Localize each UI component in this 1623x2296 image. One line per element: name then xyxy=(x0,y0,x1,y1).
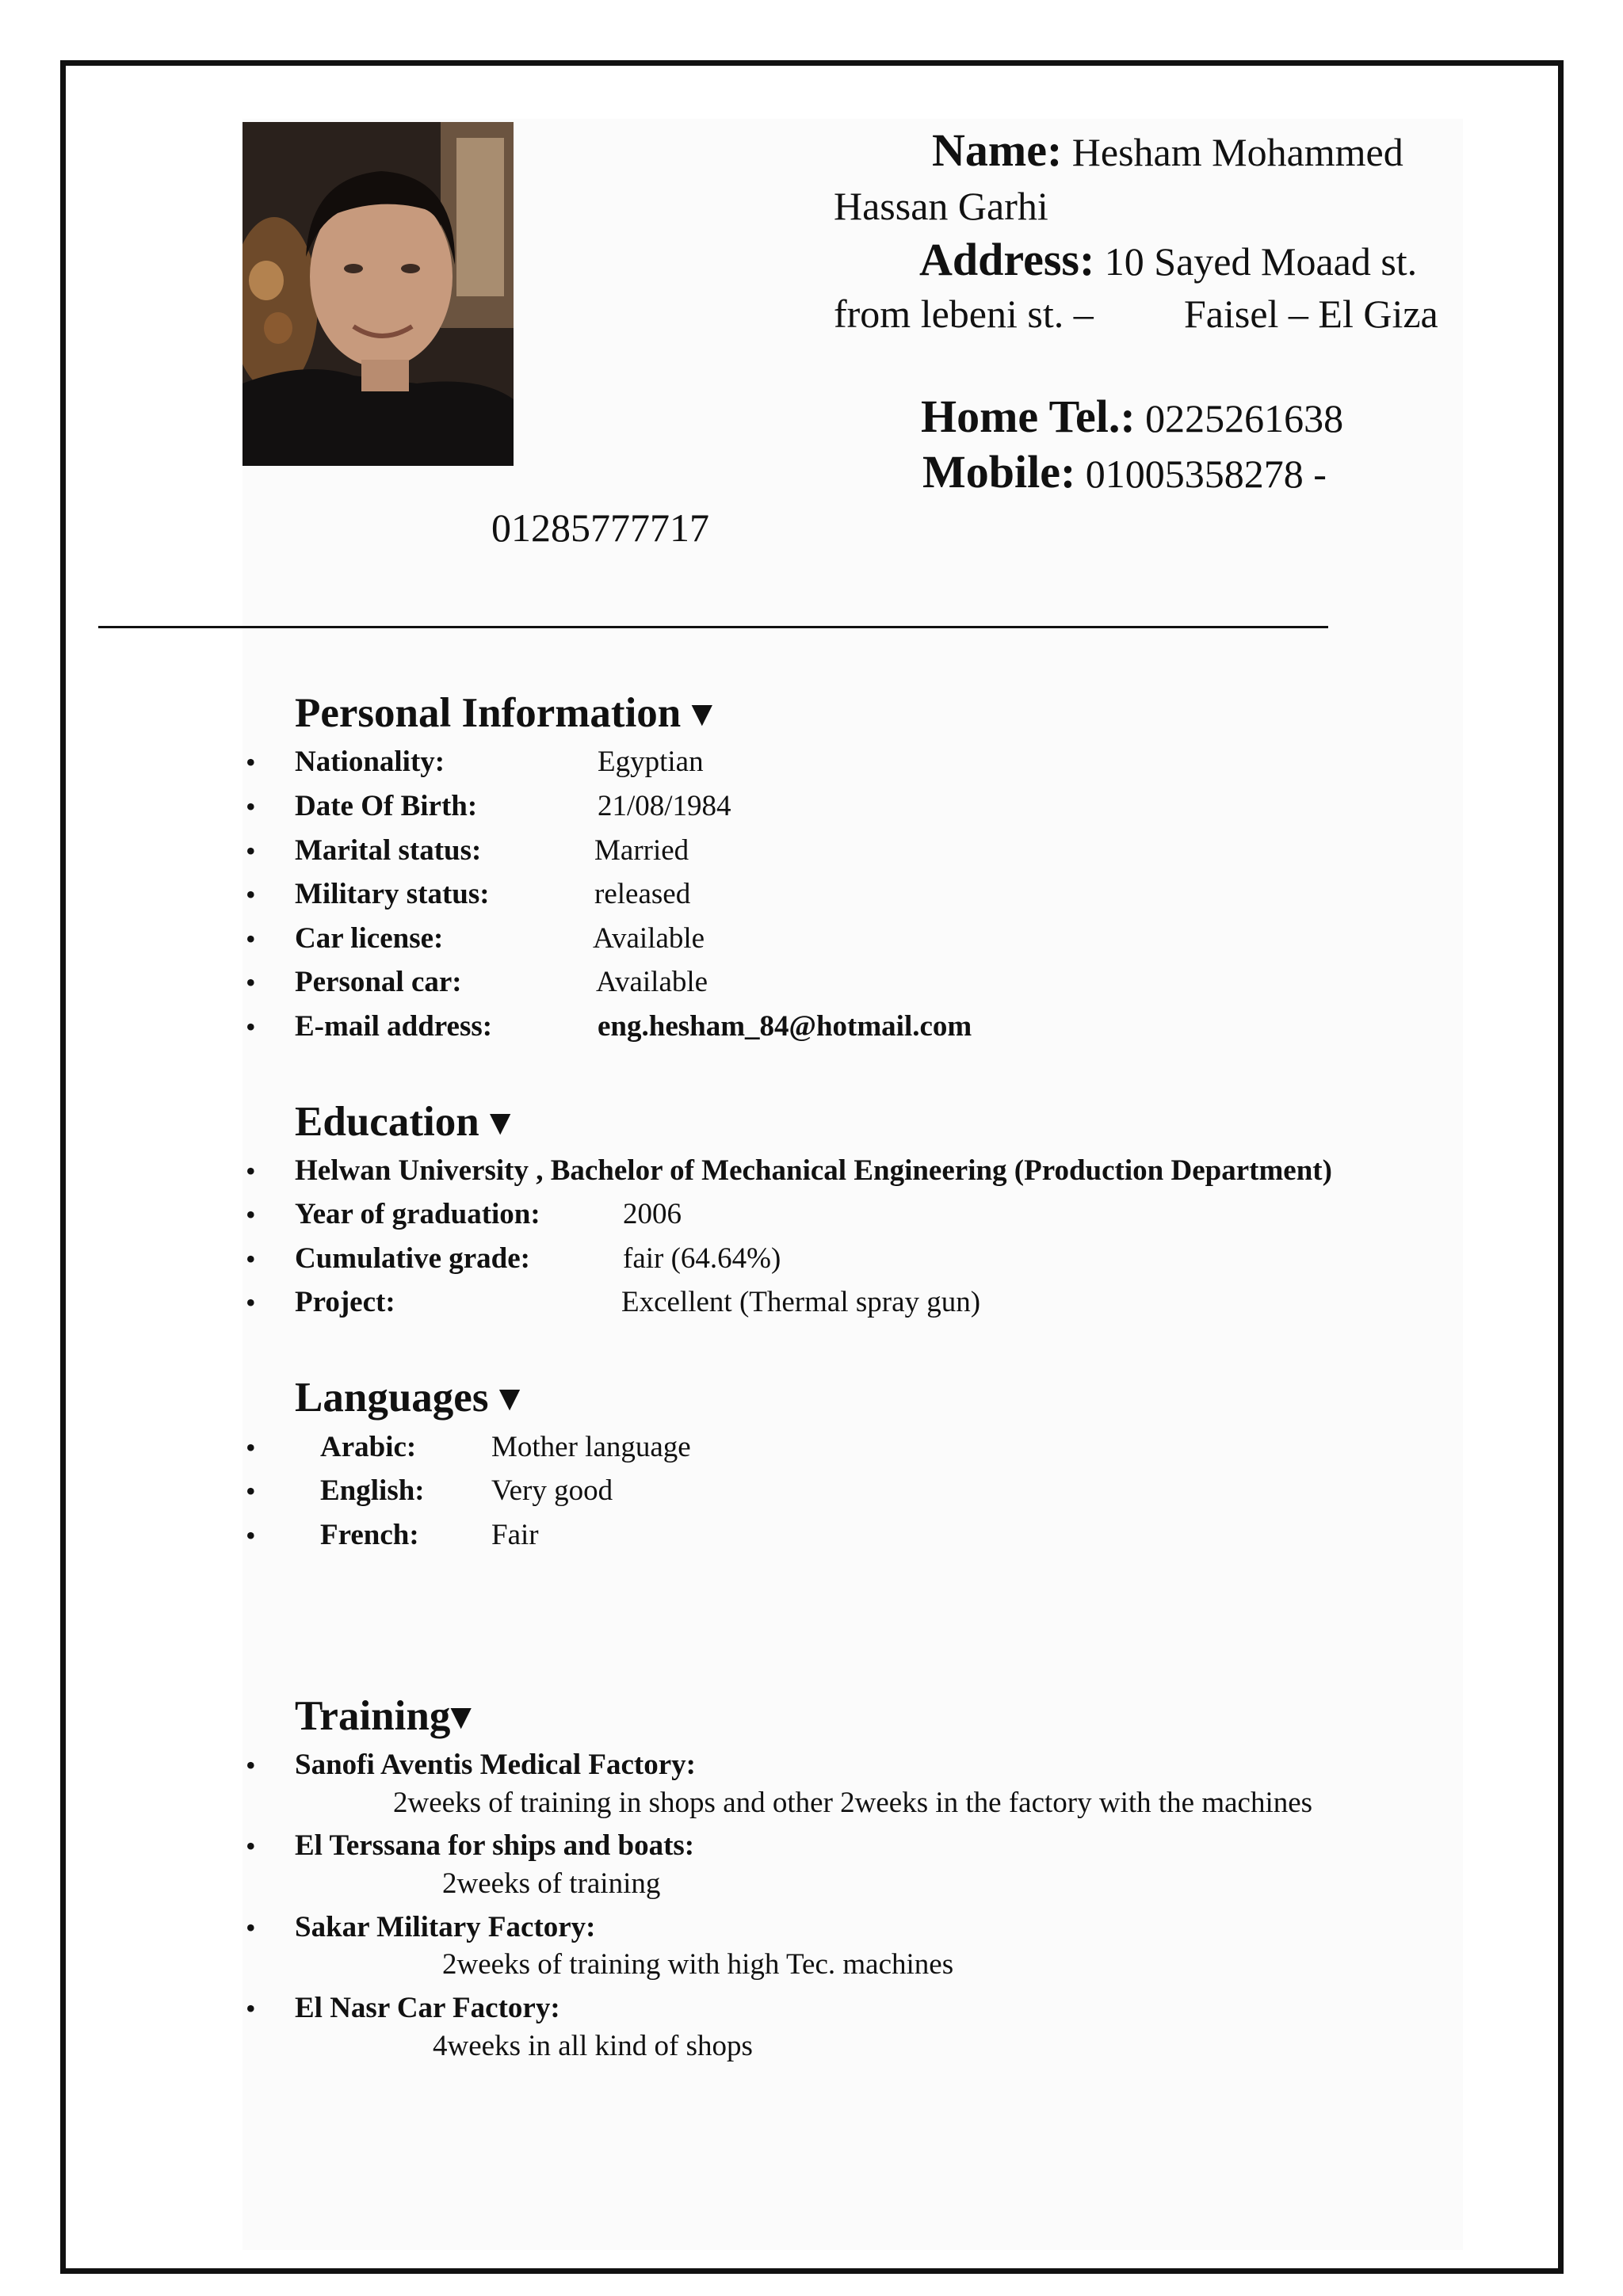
item-value: Available xyxy=(593,922,705,955)
profile-photo xyxy=(242,122,514,466)
mobile-label: Mobile: xyxy=(922,446,1076,498)
item-value: Available xyxy=(596,966,708,998)
university-label: Helwan University , Bachelor of Mechanical Engineering (Production Department) xyxy=(295,1154,1332,1187)
bullet-icon: • xyxy=(246,1011,256,1043)
bullet-icon: • xyxy=(246,1520,256,1551)
address-label: Address: xyxy=(919,234,1095,285)
bullet-icon: • xyxy=(246,1993,256,2024)
item-label: El Nasr Car Factory: xyxy=(295,1992,560,2024)
bullet-icon: • xyxy=(246,923,256,955)
item-value: Very good xyxy=(491,1474,613,1507)
item-label: Personal car: xyxy=(295,966,462,998)
item-label: Military status: xyxy=(295,878,490,910)
bullet-icon: • xyxy=(246,1243,256,1275)
home-tel-label: Home Tel.: xyxy=(921,391,1136,442)
item-value: 21/08/1984 xyxy=(598,790,731,822)
item-value: released xyxy=(594,878,691,910)
email-value: eng.hesham_84@hotmail.com xyxy=(598,1010,972,1043)
item-value: Excellent (Thermal spray gun) xyxy=(621,1286,981,1318)
address-line xyxy=(919,235,1417,287)
name-line xyxy=(932,125,1403,177)
mobile-value-continued: 01285777717 xyxy=(491,505,709,550)
item-label: Nationality: xyxy=(295,746,445,778)
bullet-icon: • xyxy=(246,1912,256,1943)
item-label: E-mail address: xyxy=(295,1010,493,1043)
item-label: English: xyxy=(320,1474,425,1507)
item-value: fair (64.64%) xyxy=(623,1242,781,1275)
bullet-icon: • xyxy=(246,746,256,778)
item-label: Cumulative grade: xyxy=(295,1242,530,1275)
item-label: Date Of Birth: xyxy=(295,790,478,822)
bullet-icon: • xyxy=(246,879,256,910)
bullet-icon: • xyxy=(246,1199,256,1230)
bullet-icon: • xyxy=(246,1830,256,1862)
item-label: Car license: xyxy=(295,922,444,955)
name-value: Hesham Mohammed xyxy=(1071,130,1403,174)
item-value: 2006 xyxy=(623,1198,682,1230)
header-divider xyxy=(98,626,1328,628)
item-detail: 4weeks in all kind of shops xyxy=(433,2030,753,2062)
name-label: Name: xyxy=(932,124,1063,176)
section-title-training: Training▾ xyxy=(295,1693,472,1739)
home-tel-value: 0225261638 xyxy=(1145,396,1344,441)
address-value-continued-b: Faisel – El Giza xyxy=(1184,292,1438,336)
profile-photo-image xyxy=(242,122,514,466)
item-label: French: xyxy=(320,1519,419,1551)
section-title-education: Education ▾ xyxy=(295,1099,511,1145)
item-value: Married xyxy=(594,834,689,867)
bullet-icon: • xyxy=(246,1287,256,1318)
name-value-continued: Hassan Garhi xyxy=(834,184,1048,228)
item-label: Arabic: xyxy=(320,1431,417,1463)
address-value-continued-a: from lebeni st. – xyxy=(834,292,1094,336)
item-value: Fair xyxy=(491,1519,539,1551)
bullet-icon: • xyxy=(246,1749,256,1781)
item-label: Sakar Military Factory: xyxy=(295,1911,596,1943)
mobile-value: 01005358278 - xyxy=(1085,452,1327,496)
bullet-icon: • xyxy=(246,1475,256,1507)
item-detail: 2weeks of training in shops and other 2weeks in the factory with the machines xyxy=(393,1787,1313,1819)
section-title-personal: Personal Information ▾ xyxy=(295,690,713,736)
item-label: Sanofi Aventis Medical Factory: xyxy=(295,1749,696,1781)
address-value: 10 Sayed Moaad st. xyxy=(1104,239,1418,284)
bullet-icon: • xyxy=(246,791,256,822)
item-label: Year of graduation: xyxy=(295,1198,540,1230)
item-label: Project: xyxy=(295,1286,395,1318)
bullet-icon: • xyxy=(246,1432,256,1463)
section-title-languages: Languages ▾ xyxy=(295,1375,521,1421)
item-label: El Terssana for ships and boats: xyxy=(295,1829,695,1862)
home-tel-line xyxy=(921,391,1343,444)
item-value: Egyptian xyxy=(598,746,704,778)
mobile-line xyxy=(922,447,1327,499)
bullet-icon: • xyxy=(246,1155,256,1187)
bullet-icon: • xyxy=(246,967,256,998)
item-label: Marital status: xyxy=(295,834,482,867)
item-detail: 2weeks of training xyxy=(442,1867,661,1900)
item-detail: 2weeks of training with high Tec. machines xyxy=(442,1948,954,1981)
bullet-icon: • xyxy=(246,835,256,867)
item-value: Mother language xyxy=(491,1431,691,1463)
